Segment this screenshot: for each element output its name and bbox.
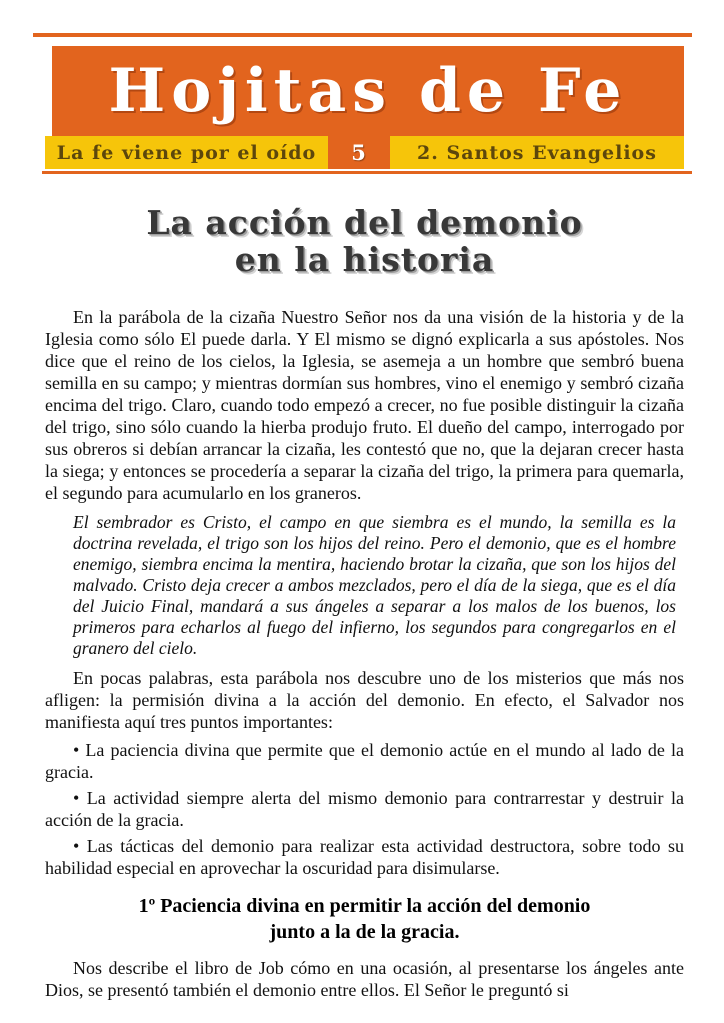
paragraph-summary: En pocas palabras, esta parábola nos descubre uno de los misterios que más nos afligen: la permisión divina a la acción del demonio. En efecto, el Salvador nos manifiesta aquí tres puntos importantes: bbox=[45, 668, 684, 732]
masthead-banner bbox=[52, 46, 684, 136]
article-title bbox=[45, 204, 684, 278]
header-info-bar bbox=[45, 136, 684, 169]
bullet-item: • Las tácticas del demonio para realizar esta actividad destructora, sobre todo su habilidad especial en aprovechar la oscuridad para disimularse. bbox=[45, 836, 684, 878]
bullet-item: • La paciencia divina que permite que el demonio actúe en el mundo al lado de la gracia. bbox=[45, 740, 684, 782]
bullet-item: • La actividad siempre alerta del mismo demonio para contrarrestar y destruir la acción de la gracia. bbox=[45, 788, 684, 830]
section-heading-line2: junto a la de la gracia. bbox=[269, 921, 460, 943]
masthead-title: Hojitas de Fe bbox=[108, 56, 628, 126]
article-title-line1: La acción del demonio bbox=[146, 203, 583, 242]
article-content bbox=[45, 204, 684, 1001]
section-heading bbox=[45, 893, 684, 945]
paragraph-quote-explanation: El sembrador es Cristo, el campo en que siembra es el mundo, la semilla es la doctrina revelada, el trigo son los hijos del reino. Pero el demonio, que es el hombre enemigo, siembra encima la mentira, haciendo brotar la cizaña, que son los hijos del malvado. Cristo deja crecer a ambos mezclados, pero el día de la siega, que es el día del Juicio Final, mandará a sus ángeles a separar a los malos de los buenos, los primeros para echarlos al fuego del infierno, los segundos para congregarlos en el granero del cielo. bbox=[73, 512, 676, 658]
article-title-line2: en la historia bbox=[234, 240, 495, 279]
paragraph-job: Nos describe el libro de Job cómo en una ocasión, al presentarse los ángeles ante Dios, se presentó también el demonio entre ellos. El Señor le preguntó si bbox=[45, 958, 684, 1000]
paragraph-parable: En la parábola de la cizaña Nuestro Señor nos da una visión de la historia y de la Iglesia como sólo El puede darla. Y El mismo se dignó explicarla a sus apóstoles. Nos dice que el reino de los cielos, la Iglesia, se asemeja a un hombre que sembró buena semilla en su campo; y mientras dormían sus hombres, vino el enemigo y sembró cizaña encima del trigo. Claro, cuando todo empezó a crecer, no fue posible distinguir la cizaña del trigo, sino sólo cuando la hierba produjo fruto. El dueño del campo, interrogado por sus obreros si debían arrancar la cizaña, les contestó que no, que la dejaran crecer hasta la siega; y entonces se procedería a separar la cizaña del trigo, la primera para quemarla, el segundo para acumularlo en los graneros. bbox=[45, 307, 684, 503]
series-label: 2. Santos Evangelios bbox=[390, 136, 684, 169]
issue-number-badge: 5 bbox=[328, 136, 390, 169]
masthead-header bbox=[45, 0, 684, 174]
section-heading-line1: 1º Paciencia divina en permitir la acción del demonio bbox=[138, 895, 591, 917]
tagline-label: La fe viene por el oído bbox=[45, 136, 328, 169]
top-rule-divider bbox=[33, 33, 692, 37]
bottom-rule-divider bbox=[42, 171, 692, 174]
